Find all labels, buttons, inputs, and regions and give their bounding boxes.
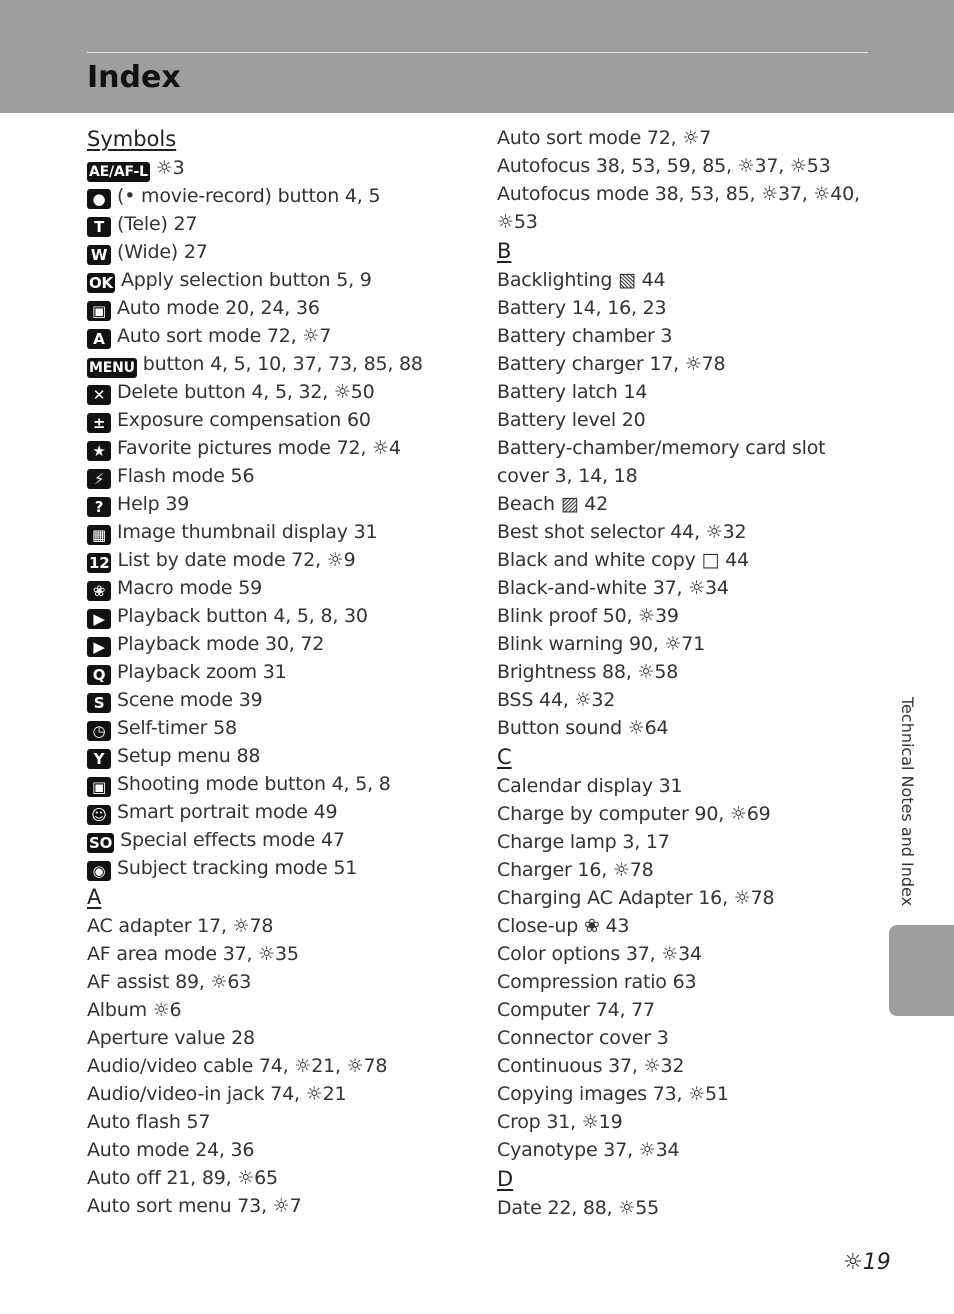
index-entry-text: Subject tracking mode 51 bbox=[117, 857, 358, 879]
index-entry bbox=[497, 800, 877, 828]
index-entry bbox=[87, 294, 487, 322]
index-entry bbox=[497, 1136, 877, 1164]
index-entry-text: Shooting mode button 4, 5, 8 bbox=[117, 773, 391, 795]
index-entry-text: Favorite pictures mode 72, ☼4 bbox=[117, 437, 401, 459]
index-entry bbox=[497, 996, 877, 1024]
index-entry-text: Blink warning 90, ☼71 bbox=[497, 633, 706, 655]
index-entry bbox=[87, 940, 487, 968]
index-entry bbox=[87, 1136, 487, 1164]
index-entry-text: Apply selection button 5, 9 bbox=[120, 269, 372, 291]
index-entry bbox=[497, 856, 877, 884]
tele-icon: T bbox=[87, 217, 111, 237]
index-entry-text: Button sound ☼64 bbox=[497, 717, 669, 739]
index-entry bbox=[497, 574, 877, 602]
index-entry-text: Special effects mode 47 bbox=[120, 829, 345, 851]
index-entry-text: Macro mode 59 bbox=[117, 577, 263, 599]
index-entry-text: Beach ▨ 42 bbox=[497, 493, 609, 515]
favorite-icon: ★ bbox=[87, 441, 111, 461]
index-entry bbox=[497, 378, 877, 406]
index-entry-text: Computer 74, 77 bbox=[497, 999, 655, 1021]
index-entry bbox=[87, 238, 487, 266]
camera-icon: ▣ bbox=[87, 301, 111, 321]
index-entry-text: Auto mode 20, 24, 36 bbox=[117, 297, 320, 319]
index-entry-text: Playback zoom 31 bbox=[117, 661, 287, 683]
index-entry bbox=[497, 266, 877, 294]
index-entry bbox=[497, 630, 877, 658]
index-entry-text: Playback mode 30, 72 bbox=[117, 633, 325, 655]
index-entry-text: Continuous 37, ☼32 bbox=[497, 1055, 685, 1077]
help-icon: ? bbox=[87, 497, 111, 517]
index-entry-text: BSS 44, ☼32 bbox=[497, 689, 616, 711]
smart-portrait-icon: ☺ bbox=[87, 805, 111, 825]
index-entry bbox=[497, 828, 877, 856]
index-entry-text: Self-timer 58 bbox=[117, 717, 237, 739]
index-entry bbox=[87, 770, 487, 798]
wide-icon: W bbox=[87, 245, 111, 265]
index-entry-text: Auto off 21, 89, ☼65 bbox=[87, 1167, 278, 1189]
index-entry bbox=[87, 714, 487, 742]
index-entry bbox=[87, 378, 487, 406]
index-entry bbox=[497, 772, 877, 800]
index-entry-text: Compression ratio 63 bbox=[497, 971, 697, 993]
calendar-icon: 12 bbox=[89, 554, 110, 572]
index-entry bbox=[497, 124, 877, 152]
index-entry bbox=[87, 1024, 487, 1052]
index-entry bbox=[497, 406, 877, 434]
index-entry bbox=[87, 686, 487, 714]
index-entry bbox=[87, 1192, 487, 1220]
index-entry bbox=[497, 350, 877, 378]
index-entry-text: AF area mode 37, ☼35 bbox=[87, 943, 299, 965]
index-entry-text: Album ☼6 bbox=[87, 999, 182, 1021]
flash-icon: ⚡ bbox=[87, 469, 111, 489]
index-entry-text: Charger 16, ☼78 bbox=[497, 859, 654, 881]
index-entry-text: Best shot selector 44, ☼32 bbox=[497, 521, 747, 543]
index-entry bbox=[87, 1080, 487, 1108]
shooting-mode-camera-icon: ▣ bbox=[87, 777, 111, 797]
index-entry-text: Date 22, 88, ☼55 bbox=[497, 1197, 659, 1219]
index-entry bbox=[497, 714, 877, 742]
index-entry-text: Scene mode 39 bbox=[117, 689, 263, 711]
index-entry-text: Copying images 73, ☼51 bbox=[497, 1083, 729, 1105]
index-entry bbox=[87, 154, 487, 182]
index-entry-text: Auto sort mode 72, ☼7 bbox=[117, 325, 332, 347]
index-entry-text: Calendar display 31 bbox=[497, 775, 683, 797]
index-entry bbox=[87, 996, 487, 1024]
index-entry-text: Audio/video-in jack 74, ☼21 bbox=[87, 1083, 347, 1105]
index-entry-text: Flash mode 56 bbox=[117, 465, 255, 487]
index-entry bbox=[87, 630, 487, 658]
index-entry bbox=[87, 912, 487, 940]
index-entry-text: Color options 37, ☼34 bbox=[497, 943, 702, 965]
index-entry bbox=[497, 1194, 877, 1222]
page-number: ☼19 bbox=[843, 1250, 891, 1275]
index-entry bbox=[87, 574, 487, 602]
delete-icon: ✕ bbox=[87, 385, 111, 405]
index-entry bbox=[87, 406, 487, 434]
index-entry bbox=[87, 182, 487, 210]
index-entry bbox=[87, 968, 487, 996]
index-entry bbox=[497, 940, 877, 968]
index-entry-text: Battery latch 14 bbox=[497, 381, 648, 403]
ok-button-icon: OK bbox=[89, 274, 113, 292]
index-entry bbox=[87, 854, 487, 882]
index-entry bbox=[87, 266, 487, 294]
index-entry-text: Autofocus 38, 53, 59, 85, ☼37, ☼53 bbox=[497, 155, 831, 177]
index-entry bbox=[87, 434, 487, 462]
index-entry-text: Battery 14, 16, 23 bbox=[497, 297, 667, 319]
index-entry-text: Cyanotype 37, ☼34 bbox=[497, 1139, 680, 1161]
index-entry-text: Close-up ❀ 43 bbox=[497, 915, 630, 937]
menu-icon: MENU bbox=[89, 360, 135, 376]
index-entry-text: Charging AC Adapter 16, ☼78 bbox=[497, 887, 775, 909]
subject-tracking-icon: ◉ bbox=[87, 861, 111, 881]
index-entry bbox=[497, 1024, 877, 1052]
index-entry bbox=[87, 1108, 487, 1136]
index-entry bbox=[87, 490, 487, 518]
index-entry bbox=[497, 658, 877, 686]
self-timer-icon: ◷ bbox=[87, 721, 111, 741]
index-entry bbox=[87, 798, 487, 826]
index-entry bbox=[497, 322, 877, 350]
index-entry bbox=[497, 180, 877, 236]
index-entry-text: Exposure compensation 60 bbox=[117, 409, 371, 431]
index-entry bbox=[497, 546, 877, 574]
index-entry bbox=[497, 152, 877, 180]
index-entry-text: Crop 31, ☼19 bbox=[497, 1111, 623, 1133]
index-entry-text: Backlighting ▧ 44 bbox=[497, 269, 666, 291]
index-entry-text: Autofocus mode 38, 53, 85, ☼37, ☼40, ☼53 bbox=[497, 183, 860, 233]
movie-record-button-icon: ● bbox=[87, 189, 111, 209]
index-entry bbox=[87, 210, 487, 238]
index-section-heading: A bbox=[87, 885, 102, 909]
index-entry bbox=[497, 490, 877, 518]
header-bar bbox=[0, 0, 954, 113]
index-section-heading: C bbox=[497, 745, 512, 769]
exposure-compensation-icon: ± bbox=[87, 413, 111, 433]
index-entry-text: List by date mode 72, ☼9 bbox=[117, 549, 356, 571]
index-entry bbox=[87, 742, 487, 770]
macro-icon: ❀ bbox=[87, 581, 111, 601]
index-entry-text: Connector cover 3 bbox=[497, 1027, 669, 1049]
index-entry-text: Black and white copy □ 44 bbox=[497, 549, 749, 571]
index-entry-text: Charge by computer 90, ☼69 bbox=[497, 803, 771, 825]
index-entry bbox=[497, 686, 877, 714]
index-entry-text: button 4, 5, 10, 37, 73, 85, 88 bbox=[142, 353, 423, 375]
index-entry-text: Setup menu 88 bbox=[117, 745, 261, 767]
index-entry bbox=[87, 1164, 487, 1192]
index-entry-text: AC adapter 17, ☼78 bbox=[87, 915, 274, 937]
index-entry bbox=[87, 462, 487, 490]
index-entry bbox=[87, 350, 487, 378]
index-entry bbox=[87, 826, 487, 854]
header-rule bbox=[87, 52, 868, 53]
auto-sort-icon: A bbox=[87, 329, 111, 349]
index-entry bbox=[87, 602, 487, 630]
index-entry-text: Help 39 bbox=[117, 493, 190, 515]
index-column-right bbox=[497, 124, 877, 1222]
sidebar-section-label: Technical Notes and Index bbox=[898, 697, 917, 907]
index-entry bbox=[497, 1108, 877, 1136]
special-effects-icon: SO bbox=[89, 834, 113, 852]
index-entry bbox=[497, 968, 877, 996]
index-entry bbox=[87, 518, 487, 546]
index-entry bbox=[497, 434, 877, 490]
playback-icon: ▶ bbox=[87, 609, 111, 629]
index-entry-text: (Wide) 27 bbox=[117, 241, 208, 263]
index-entry-text: Battery chamber 3 bbox=[497, 325, 673, 347]
index-entry bbox=[87, 322, 487, 350]
index-entry-text: Brightness 88, ☼58 bbox=[497, 661, 679, 683]
index-entry-text: Playback button 4, 5, 8, 30 bbox=[117, 605, 368, 627]
zoom-icon: Q bbox=[87, 665, 111, 685]
index-entry-text: Battery level 20 bbox=[497, 409, 646, 431]
index-entry-text: Black-and-white 37, ☼34 bbox=[497, 577, 729, 599]
index-entry-text: Charge lamp 3, 17 bbox=[497, 831, 670, 853]
page-title: Index bbox=[87, 60, 181, 95]
index-entry-text: Auto mode 24, 36 bbox=[87, 1139, 255, 1161]
index-entry-text: AF assist 89, ☼63 bbox=[87, 971, 252, 993]
index-entry-text: Audio/video cable 74, ☼21, ☼78 bbox=[87, 1055, 388, 1077]
index-entry-text: Auto sort mode 72, ☼7 bbox=[497, 127, 712, 149]
index-entry bbox=[497, 912, 877, 940]
index-entry bbox=[87, 658, 487, 686]
index-entry-text: Battery-chamber/memory card slot cover 3, 14, 18 bbox=[497, 437, 826, 487]
index-entry bbox=[497, 884, 877, 912]
index-entry-text: (Tele) 27 bbox=[117, 213, 198, 235]
index-entry bbox=[497, 294, 877, 322]
section-tab bbox=[889, 925, 954, 1016]
thumbnail-icon: ▦ bbox=[87, 525, 111, 545]
index-entry-text: Battery charger 17, ☼78 bbox=[497, 353, 726, 375]
index-section-heading: D bbox=[497, 1167, 514, 1191]
scene-icon: S bbox=[87, 693, 111, 713]
index-section-heading: Symbols bbox=[87, 127, 177, 151]
index-entry-text: Auto sort menu 73, ☼7 bbox=[87, 1195, 302, 1217]
index-entry-text: Blink proof 50, ☼39 bbox=[497, 605, 679, 627]
index-entry-text: Auto flash 57 bbox=[87, 1111, 211, 1133]
index-entry bbox=[497, 1080, 877, 1108]
playback-mode-icon: ▶ bbox=[87, 637, 111, 657]
index-entry bbox=[497, 1052, 877, 1080]
index-entry bbox=[497, 518, 877, 546]
index-entry-text: (• movie-record) button 4, 5 bbox=[117, 185, 381, 207]
ae-af-lock-icon: AE/AF-L bbox=[89, 164, 148, 180]
index-entry-text: Image thumbnail display 31 bbox=[117, 521, 378, 543]
setup-wrench-icon: Y bbox=[87, 749, 111, 769]
index-entry-text: ☼3 bbox=[155, 157, 185, 179]
index-entry bbox=[87, 546, 487, 574]
index-entry-text: Smart portrait mode 49 bbox=[117, 801, 338, 823]
index-section-heading: B bbox=[497, 239, 512, 263]
index-entry-text: Aperture value 28 bbox=[87, 1027, 255, 1049]
index-column-left bbox=[87, 124, 487, 1220]
index-entry bbox=[87, 1052, 487, 1080]
index-entry-text: Delete button 4, 5, 32, ☼50 bbox=[117, 381, 375, 403]
index-entry bbox=[497, 602, 877, 630]
